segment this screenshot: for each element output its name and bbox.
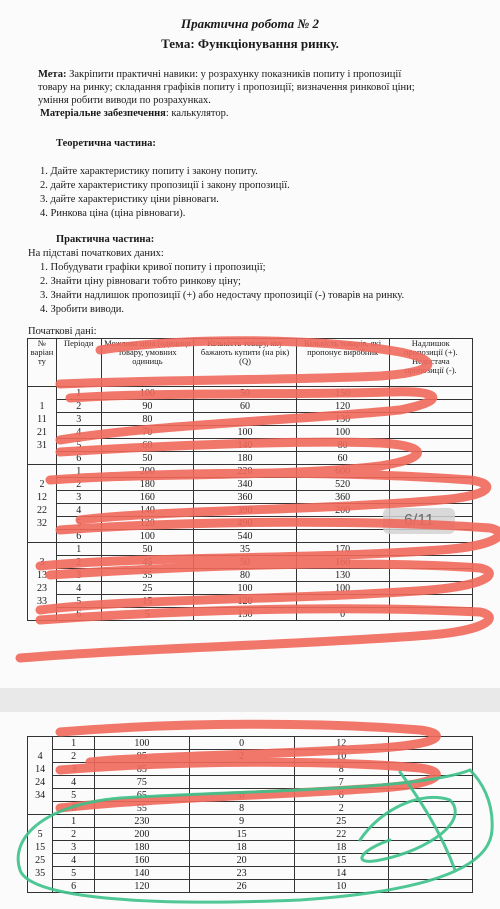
header-surplus: Надлишок пропозиції (+). Недостача пропозиції (-).	[389, 339, 472, 387]
period-cell: 4	[53, 854, 95, 867]
surplus-cell	[389, 465, 472, 478]
surplus-cell	[389, 452, 472, 465]
price-cell: 5	[101, 608, 194, 621]
variant-cell: 5 15 25 35	[28, 815, 53, 893]
supply-cell	[296, 530, 389, 543]
demand-cell: 130	[194, 608, 296, 621]
demand-cell: 50	[194, 556, 296, 569]
period-cell: 6	[56, 608, 101, 621]
practice-item: 3. Знайти надлишок пропозиції (+) або недостачу пропозиції (-) товарів на ринку.	[40, 290, 405, 301]
theory-heading: Теоретична частина:	[56, 138, 156, 149]
table-row	[28, 413, 473, 426]
demand-cell: 9	[189, 815, 294, 828]
surplus-cell	[389, 737, 473, 750]
header-demand: Кількість товару, яку бажають купити (на рік) (Q)	[194, 339, 296, 387]
period-cell: 6	[53, 802, 95, 815]
theory-item: 4. Ринкова ціна (ціна рівноваги).	[40, 208, 186, 219]
demand-cell: 60	[194, 400, 296, 413]
supply-cell: 25	[294, 815, 388, 828]
variant-cell: 3 13 23 33	[28, 543, 57, 621]
demand-cell: 23	[189, 867, 294, 880]
period-cell: 5	[53, 867, 95, 880]
price-cell: 100	[101, 530, 194, 543]
demand-cell: 26	[189, 880, 294, 893]
price-cell: 120	[101, 517, 194, 530]
demand-cell	[194, 413, 296, 426]
price-cell: 140	[95, 867, 189, 880]
surplus-cell	[389, 841, 473, 854]
table-row	[28, 400, 473, 413]
page-indicator: 6/11	[383, 508, 455, 534]
surplus-cell	[389, 543, 472, 556]
practice-item: 2. Знайти ціну рівноваги тобто ринкову ціну;	[40, 276, 241, 287]
price-cell: 65	[95, 789, 189, 802]
demand-cell: 120	[194, 595, 296, 608]
supply-cell: 18	[294, 841, 388, 854]
surplus-cell	[389, 400, 472, 413]
header-price: Можлива ціна (одиниця товару, умовних одиниць	[101, 339, 194, 387]
goal-label: Мета:	[38, 69, 67, 80]
price-cell: 25	[101, 582, 194, 595]
supply-cell: 100	[296, 582, 389, 595]
header-supply: Кількість товарів, які пропонує виробник	[296, 339, 389, 387]
demand-cell	[189, 763, 294, 776]
goal-line-2: товару на ринку; складання графіків попиту і пропозиції; визначення ринкової ціни;	[38, 82, 415, 93]
table-row	[28, 763, 473, 776]
period-cell: 6	[56, 452, 101, 465]
demand-cell: 390	[194, 504, 296, 517]
surplus-cell	[389, 491, 472, 504]
supply-cell: 170	[296, 543, 389, 556]
table-row	[28, 608, 473, 621]
supply-cell: 2	[294, 802, 388, 815]
supply-cell: 8	[294, 763, 388, 776]
surplus-cell	[389, 595, 472, 608]
demand-cell	[189, 776, 294, 789]
table-row	[28, 452, 473, 465]
surplus-cell	[389, 582, 472, 595]
surplus-cell	[389, 776, 473, 789]
demand-cell: 2	[189, 750, 294, 763]
demand-cell: 540	[194, 530, 296, 543]
price-cell: 180	[101, 478, 194, 491]
price-cell: 80	[101, 413, 194, 426]
period-cell: 2	[53, 828, 95, 841]
supply-cell: 0	[296, 608, 389, 621]
price-cell: 180	[95, 841, 189, 854]
period-cell: 5	[56, 517, 101, 530]
supply-cell: 360	[296, 491, 389, 504]
initial-data-table	[27, 338, 473, 621]
supply-cell: 200	[296, 504, 389, 517]
supply-cell: 60	[296, 452, 389, 465]
price-cell: 45	[101, 556, 194, 569]
table-row	[28, 582, 473, 595]
supply-cell: 130	[296, 413, 389, 426]
period-cell: 5	[53, 789, 95, 802]
header-period: Періоди	[56, 339, 101, 387]
period-cell: 2	[56, 400, 101, 413]
period-cell: 4	[56, 582, 101, 595]
surplus-cell	[389, 608, 472, 621]
surplus-cell	[389, 815, 473, 828]
surplus-cell	[389, 802, 473, 815]
price-cell: 100	[95, 737, 189, 750]
table-row	[28, 828, 473, 841]
surplus-cell	[389, 439, 472, 452]
demand-cell: 340	[194, 478, 296, 491]
surplus-cell	[389, 387, 472, 400]
material-value: : калькулятор.	[165, 108, 229, 119]
period-cell: 6	[56, 530, 101, 543]
table-row	[28, 789, 473, 802]
price-cell: 70	[101, 426, 194, 439]
goal-line-1: Закріпити практичні навики: у розрахунку показників попиту і пропозиції	[69, 69, 402, 80]
table-row	[28, 595, 473, 608]
period-cell: 3	[56, 491, 101, 504]
demand-cell: 180	[194, 452, 296, 465]
table-row	[28, 465, 473, 478]
surplus-cell	[389, 556, 472, 569]
material-label: Матеріальне забезпечення	[40, 108, 166, 119]
demand-cell: 140	[194, 439, 296, 452]
surplus-cell	[389, 750, 473, 763]
supply-cell	[296, 517, 389, 530]
supply-cell: 150	[296, 387, 389, 400]
table-row	[28, 737, 473, 750]
price-cell: 200	[101, 465, 194, 478]
table-row	[28, 543, 473, 556]
table-row	[28, 750, 473, 763]
price-cell: 230	[95, 815, 189, 828]
topic-title: Тема: Функціонування ринку.	[161, 36, 339, 51]
period-cell: 2	[53, 750, 95, 763]
variant-cell: 1 11 21 31	[28, 387, 57, 465]
period-cell: 1	[56, 465, 101, 478]
price-cell: 55	[95, 802, 189, 815]
surplus-cell	[389, 880, 473, 893]
period-cell: 2	[56, 556, 101, 569]
period-cell: 5	[56, 595, 101, 608]
document-page-2	[0, 712, 500, 909]
practice-item: 4. Зробити виводи.	[40, 304, 125, 315]
period-cell: 3	[53, 841, 95, 854]
demand-cell: 100	[194, 582, 296, 595]
price-cell: 120	[95, 880, 189, 893]
price-cell: 200	[95, 828, 189, 841]
price-cell: 160	[101, 491, 194, 504]
supply-cell: 120	[296, 400, 389, 413]
table-row	[28, 841, 473, 854]
demand-cell: 100	[194, 426, 296, 439]
period-cell: 1	[53, 815, 95, 828]
supply-cell: 130	[296, 569, 389, 582]
table-row	[28, 815, 473, 828]
period-cell: 1	[56, 543, 101, 556]
surplus-cell	[389, 426, 472, 439]
demand-cell: 8	[189, 802, 294, 815]
practice-item: 1. Побудувати графіки кривої попиту і пропозиції;	[40, 262, 266, 273]
table-row	[28, 867, 473, 880]
theory-item: 2. дайте характеристику пропозиції і закону пропозиції.	[40, 180, 290, 191]
practice-intro: На підставі початкових даних:	[28, 248, 164, 259]
demand-cell: 6	[189, 789, 294, 802]
surplus-cell	[389, 789, 473, 802]
table-row	[28, 802, 473, 815]
goal-paragraph	[38, 68, 478, 120]
price-cell: 50	[101, 543, 194, 556]
supply-cell: 80	[296, 439, 389, 452]
surplus-cell	[389, 478, 472, 491]
table-row	[28, 854, 473, 867]
initial-data-label: Початкові дані:	[28, 326, 97, 337]
header-variant: № варіан ту	[28, 339, 57, 387]
table-row	[28, 569, 473, 582]
demand-cell: 50	[194, 387, 296, 400]
supply-cell: 7	[294, 776, 388, 789]
price-cell: 60	[101, 439, 194, 452]
price-cell: 95	[95, 750, 189, 763]
price-cell: 140	[101, 504, 194, 517]
work-title: Практична робота № 2	[181, 16, 319, 31]
demand-cell: 80	[194, 569, 296, 582]
table-row	[28, 776, 473, 789]
price-cell: 90	[101, 400, 194, 413]
price-cell: 85	[95, 763, 189, 776]
period-cell: 1	[53, 737, 95, 750]
period-cell: 6	[53, 880, 95, 893]
demand-cell: 20	[189, 854, 294, 867]
period-cell: 5	[56, 439, 101, 452]
price-cell: 15	[101, 595, 194, 608]
period-cell: 3	[53, 763, 95, 776]
supply-cell: 12	[294, 737, 388, 750]
theory-item: 3. дайте характеристику ціни рівноваги.	[40, 194, 219, 205]
period-cell: 1	[56, 387, 101, 400]
demand-cell: 18	[189, 841, 294, 854]
price-cell: 50	[101, 452, 194, 465]
variant-cell: 2 12 22 32	[28, 465, 57, 543]
price-cell: 75	[95, 776, 189, 789]
period-cell: 2	[56, 478, 101, 491]
supply-cell: 6	[294, 789, 388, 802]
demand-cell: 15	[189, 828, 294, 841]
practice-heading: Практична частина:	[56, 234, 155, 245]
period-cell: 3	[56, 413, 101, 426]
supply-cell: 100	[296, 426, 389, 439]
period-cell: 4	[53, 776, 95, 789]
supply-cell: 520	[296, 478, 389, 491]
supply-cell: 14	[294, 867, 388, 880]
supply-cell: 15	[294, 854, 388, 867]
supply-cell: 160	[296, 556, 389, 569]
period-cell: 4	[56, 426, 101, 439]
price-cell: 35	[101, 569, 194, 582]
surplus-cell	[389, 413, 472, 426]
period-cell: 4	[56, 504, 101, 517]
supply-cell: 22	[294, 828, 388, 841]
variant-cell: 4 14 24 34	[28, 737, 53, 815]
surplus-cell	[389, 569, 472, 582]
supply-cell: 600	[296, 465, 389, 478]
demand-cell: 0	[189, 737, 294, 750]
surplus-cell	[389, 763, 473, 776]
table-row	[28, 387, 473, 400]
price-cell: 160	[95, 854, 189, 867]
supply-cell: 10	[294, 750, 388, 763]
surplus-cell	[389, 854, 473, 867]
table-row	[28, 880, 473, 893]
demand-cell: 35	[194, 543, 296, 556]
period-cell: 3	[56, 569, 101, 582]
goal-line-3: уміння робити виводи по розрахунках.	[38, 95, 211, 106]
demand-cell: 220	[194, 465, 296, 478]
theory-item: 1. Дайте характеристику попиту і закону попиту.	[40, 166, 258, 177]
table-row	[28, 426, 473, 439]
table-row	[28, 491, 473, 504]
supply-cell	[296, 595, 389, 608]
table-row	[28, 478, 473, 491]
demand-cell: 490	[194, 517, 296, 530]
surplus-cell	[389, 867, 473, 880]
supply-cell: 10	[294, 880, 388, 893]
table-row	[28, 556, 473, 569]
price-cell: 100	[101, 387, 194, 400]
initial-data-table-continued	[27, 736, 473, 893]
demand-cell: 360	[194, 491, 296, 504]
table-row	[28, 439, 473, 452]
surplus-cell	[389, 828, 473, 841]
